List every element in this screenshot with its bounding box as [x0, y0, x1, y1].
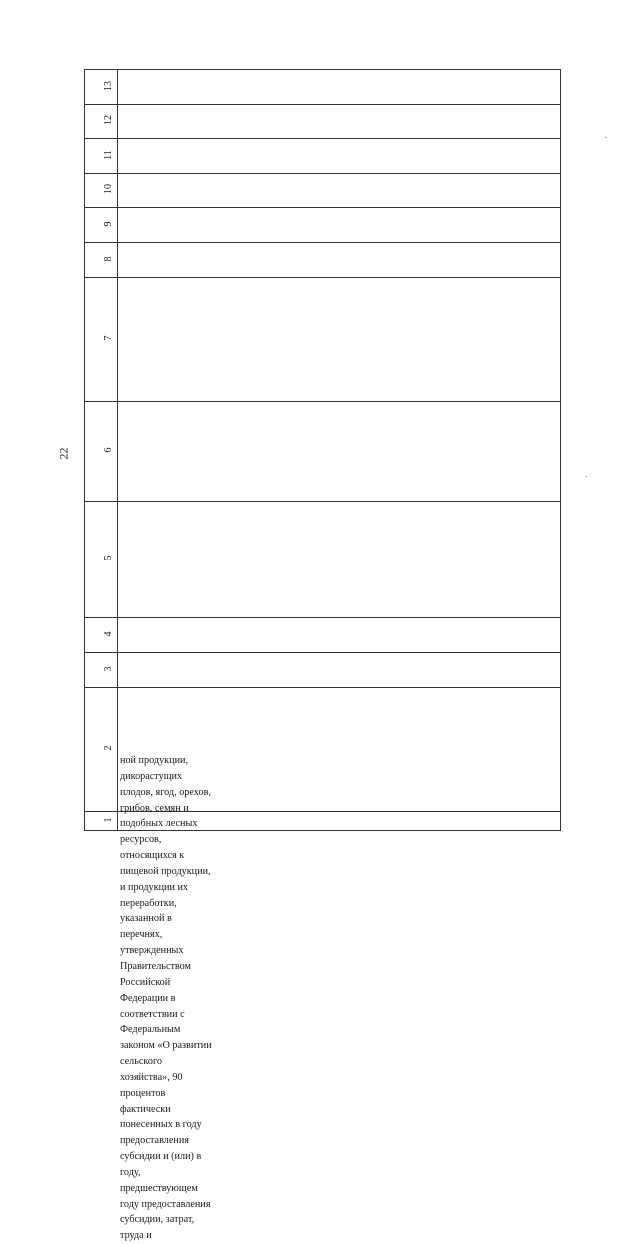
column-2-line: Федерации в [120, 992, 176, 1004]
table-border-left [84, 69, 85, 831]
column-2-line: труда и [120, 1230, 152, 1242]
column-2-line: предоставления [120, 1135, 189, 1147]
column-divider-8-7 [84, 277, 561, 278]
table-border-right [560, 69, 561, 831]
column-2-line: хозяйства», 90 [120, 1071, 183, 1083]
column-2-line: понесенных в году [120, 1119, 202, 1131]
header-col-1: 1 [103, 817, 114, 823]
header-col-8: 8 [103, 256, 114, 262]
column-2-line: плодов, ягод, орехов, [120, 786, 211, 798]
column-2-line: предшествующем [120, 1182, 198, 1194]
scan-speck [605, 137, 606, 138]
header-col-10: 10 [103, 184, 114, 194]
column-2-line: утвержденных [120, 945, 184, 957]
column-2-line: соответствии с [120, 1008, 185, 1020]
page-number: 22 [56, 447, 71, 460]
column-2-text [120, 753, 248, 1242]
column-2-line: указанной в [120, 913, 172, 925]
column-divider-13-12 [84, 104, 561, 105]
header-col-12: 12 [103, 115, 114, 125]
rotated-table [84, 69, 561, 1242]
column-2-line: субсидии и (или) в [120, 1151, 202, 1163]
column-divider-11-10 [84, 173, 561, 174]
column-2-line: году, [120, 1166, 141, 1178]
column-2-line: перечнях, [120, 929, 163, 941]
column-2-cell [120, 455, 248, 1242]
column-2-line: Федеральным [120, 1024, 181, 1036]
header-col-3: 3 [103, 666, 114, 672]
column-2-line: относящихся к [120, 850, 185, 862]
column-2-line: и продукции их [120, 881, 189, 893]
column-divider-9-8 [84, 242, 561, 243]
column-2-line: сельского [120, 1056, 162, 1068]
column-divider-12-11 [84, 138, 561, 139]
column-2-line: Российской [120, 976, 171, 988]
column-divider-7-6 [84, 401, 561, 402]
column-2-line: переработки, [120, 897, 177, 909]
header-col-11: 11 [103, 150, 114, 160]
column-2-line: пищевой продукции, [120, 865, 211, 877]
header-col-4: 4 [103, 631, 114, 637]
header-col-13: 13 [103, 81, 114, 91]
header-col-6: 6 [103, 447, 114, 453]
column-2-line: грибов, семян и [120, 802, 189, 814]
column-2-line: Правительством [120, 960, 191, 972]
header-col-9: 9 [103, 221, 114, 227]
header-row-divider [117, 69, 118, 831]
header-col-2: 2 [103, 745, 114, 751]
column-2-line: ной продукции, [120, 755, 189, 766]
scan-speck [586, 476, 587, 477]
column-2-line: фактически [120, 1103, 171, 1115]
column-2-line: процентов [120, 1087, 166, 1099]
column-2-line: законом «О развитии [120, 1040, 212, 1052]
header-col-7: 7 [103, 335, 114, 341]
column-2-line: дикорастущих [120, 770, 183, 782]
table-border-top [84, 69, 561, 70]
column-2-line: подобных лесных [120, 818, 198, 830]
column-2-line: ресурсов, [120, 834, 162, 846]
header-col-5: 5 [103, 555, 114, 561]
column-divider-10-9 [84, 207, 561, 208]
column-2-line: субсидии, затрат, [120, 1214, 195, 1226]
column-2-line: году предоставления [120, 1198, 211, 1210]
